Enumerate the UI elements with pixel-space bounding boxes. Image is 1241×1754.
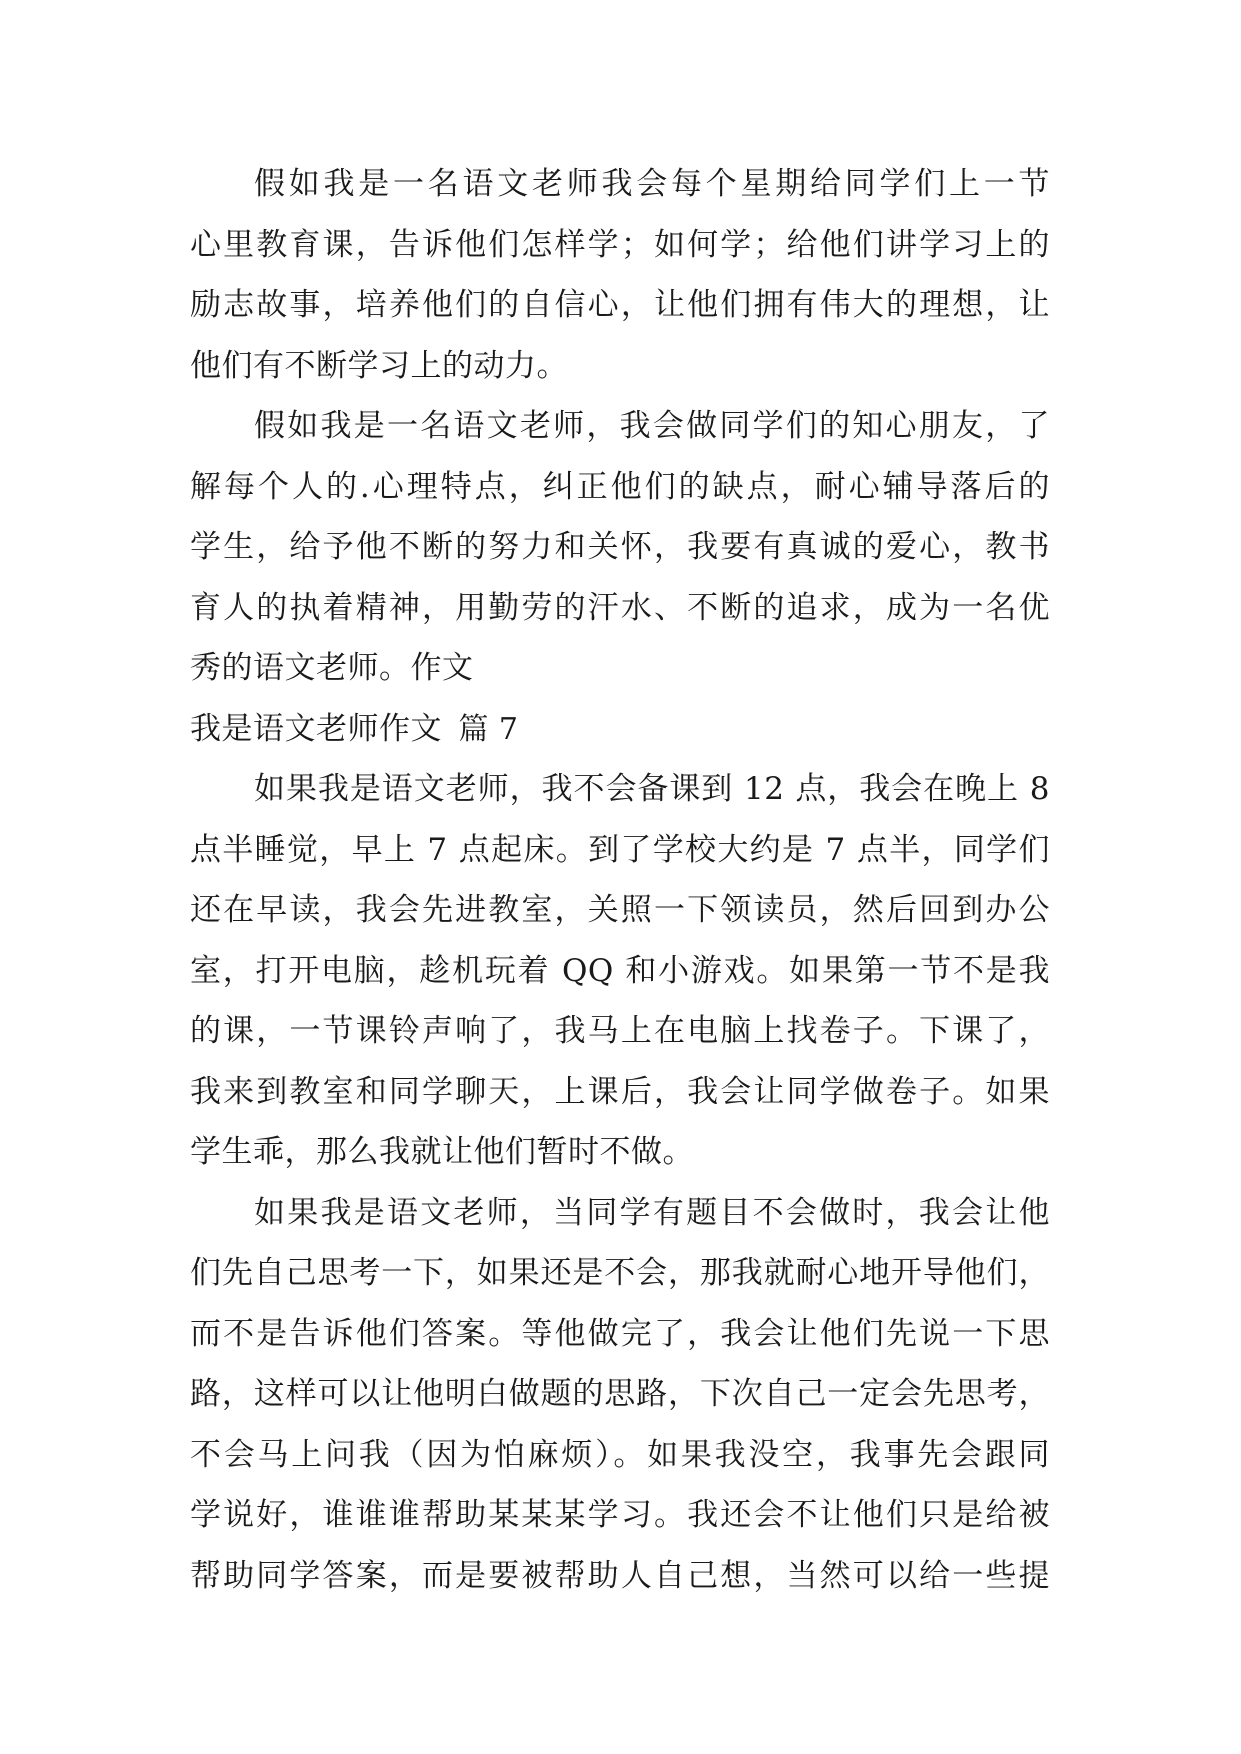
text-line: 路，这样可以让他明白做题的思路，下次自己一定会先思考，: [190, 1376, 1050, 1412]
text-line: 室，打开电脑，趁机玩着 QQ 和小游戏。如果第一节不是我: [190, 952, 1050, 989]
text-line: 帮助同学答案，而是要被帮助人自己想，当然可以给一些提: [190, 1557, 1050, 1594]
text-line: 的课，一节课铃声响了，我马上在电脑上找卷子。下课了，: [190, 1013, 1050, 1049]
paragraph: [190, 1183, 1050, 1607]
text-line: 秀的语文老师。作文: [190, 650, 474, 686]
text-line: 不会马上问我（因为怕麻烦）。如果我没空，我事先会跟同: [190, 1436, 1050, 1473]
text-line: 点半睡觉，早上 7 点起床。到了学校大约是 7 点半，同学们: [190, 831, 1050, 868]
text-line: 他们有不断学习上的动力。: [190, 347, 568, 384]
text-line: 如果我是语文老师，我不会备课到 12 点，我会在晚上 8: [254, 771, 1050, 807]
text-line: 假如我是一名语文老师我会每个星期给同学们上一节: [254, 166, 1050, 202]
section-heading: [190, 699, 1050, 760]
text-line: 解每个人的.心理特点，纠正他们的缺点，耐心辅导落后的: [190, 468, 1050, 505]
heading-part: 篇 7: [458, 711, 519, 747]
text-line: 而不是告诉他们答案。等他做完了，我会让他们先说一下思: [190, 1315, 1050, 1352]
text-line: 我来到教室和同学聊天，上课后，我会让同学做卷子。如果: [190, 1073, 1050, 1110]
text-line: 心里教育课，告诉他们怎样学；如何学；给他们讲学习上的: [190, 226, 1050, 263]
text-line: 学生乖，那么我就让他们暂时不做。: [190, 1134, 694, 1170]
text-line: 育人的执着精神，用勤劳的汗水、不断的追求，成为一名优: [190, 589, 1050, 626]
paragraph: [190, 396, 1050, 699]
paragraph: [190, 759, 1050, 1183]
document-page: [190, 154, 1050, 1606]
text-line: 学说好，谁谁谁帮助某某某学习。我还会不让他们只是给被: [190, 1497, 1050, 1533]
text-line: 们先自己思考一下，如果还是不会，那我就耐心地开导他们，: [190, 1255, 1050, 1291]
text-line: 假如我是一名语文老师，我会做同学们的知心朋友，了: [254, 408, 1050, 444]
text-line: 学生，给予他不断的努力和关怀，我要有真诚的爱心，教书: [190, 529, 1050, 565]
text-line: 还在早读，我会先进教室，关照一下领读员，然后回到办公: [190, 892, 1050, 928]
text-line: 如果我是语文老师，当同学有题目不会做时，我会让他: [254, 1194, 1050, 1231]
heading-title: 我是语文老师作文: [190, 710, 442, 747]
paragraph: [190, 154, 1050, 396]
text-line: 励志故事，培养他们的自信心，让他们拥有伟大的理想，让: [190, 287, 1050, 323]
